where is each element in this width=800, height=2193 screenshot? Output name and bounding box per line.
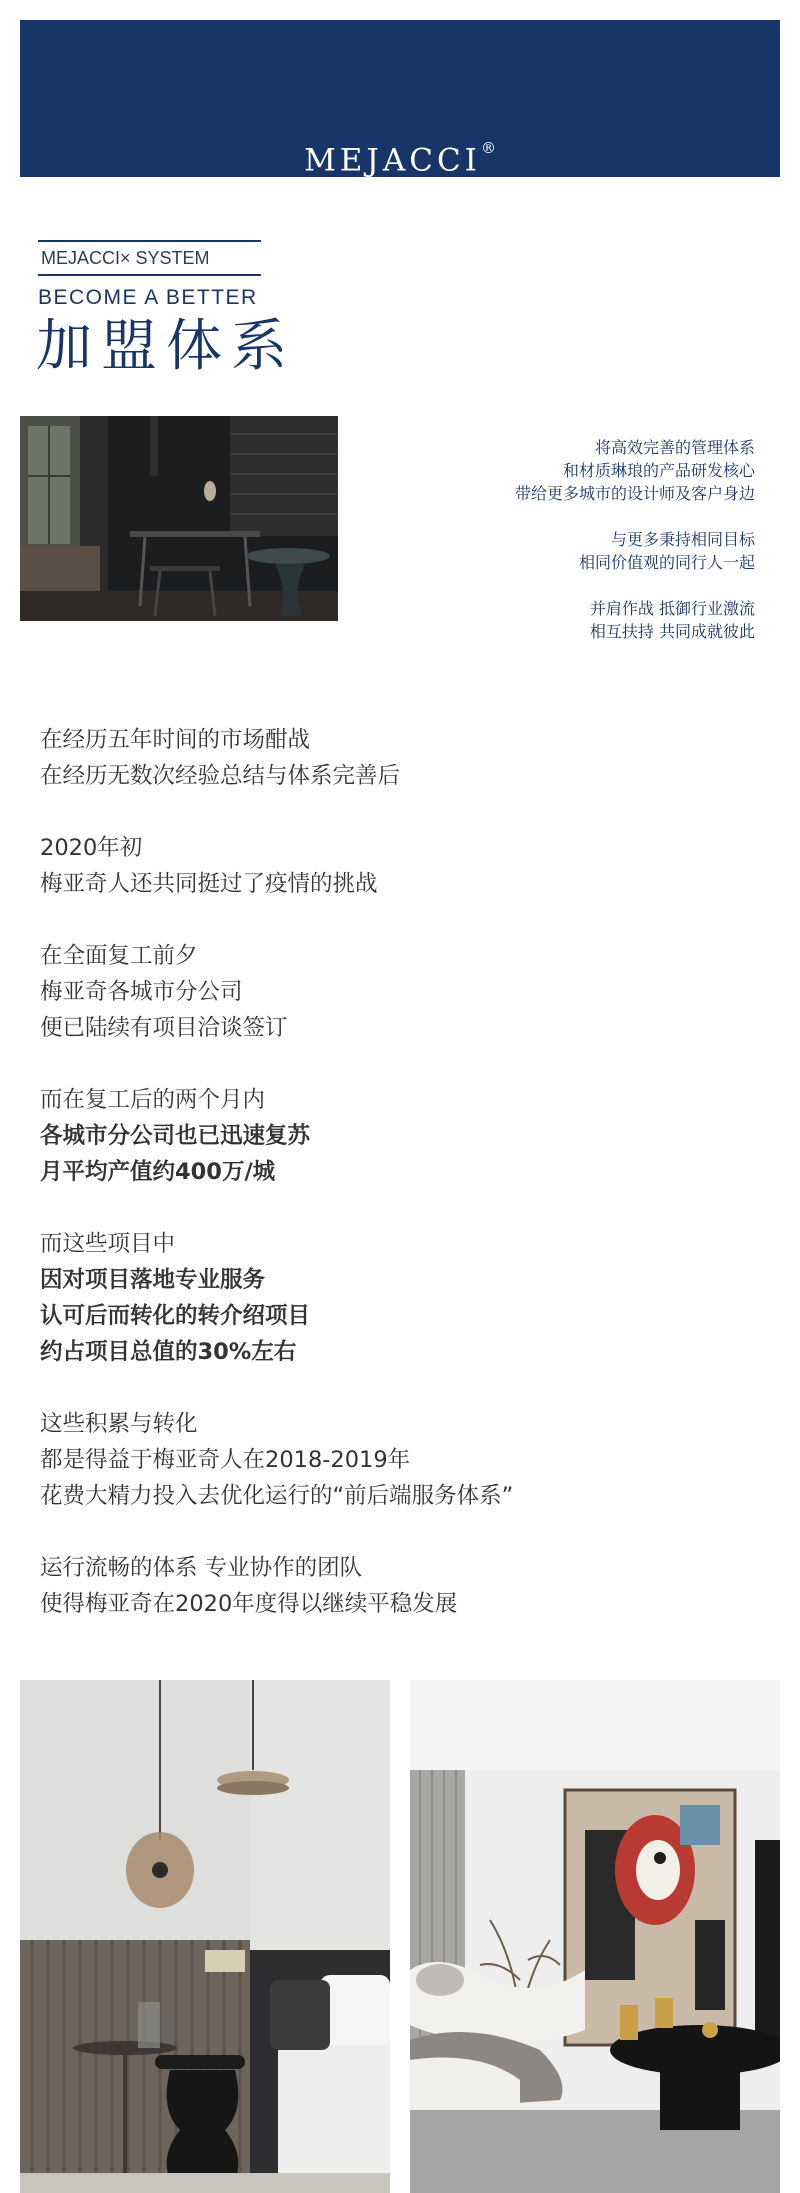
body-line-emphasis: 各城市分公司也已迅速复苏 [40,1123,311,1149]
paragraph [40,830,760,902]
body-line: 2020年初 [40,835,143,861]
body-line-emphasis: 因对项目落地专业服务 [40,1267,266,1293]
body-line: 都是得益于梅亚奇人在2018-2019年 [40,1447,411,1473]
body-line-emphasis: 约占项目总值的30%左右 [40,1339,297,1365]
body-line-emphasis: 月平均产值约400万/城 [40,1159,276,1185]
interior-photo-dark-room [20,416,338,621]
body-line: 在全面复工前夕 [40,943,198,969]
body-line: 而在复工后的两个月内 [40,1087,266,1113]
slogan-line: 相同价值观的同行人一起 [578,553,755,572]
body-line: 使得梅亚奇在2020年度得以继续平稳发展 [40,1591,458,1617]
paragraph [40,1406,760,1514]
slogan-line: 和材质琳琅的产品研发核心 [562,461,755,480]
body-line: 梅亚奇人还共同挺过了疫情的挑战 [40,871,378,897]
interior-photo-bedroom [20,1680,390,2193]
body-line: 在经历无数次经验总结与体系完善后 [40,763,401,789]
slogan-line: 与更多秉持相同目标 [610,530,755,549]
section-subtitle: BECOME A BETTER [38,286,258,309]
paragraph [40,938,760,1046]
body-line: 运行流畅的体系 专业协作的团队 [40,1555,363,1581]
header-banner [20,20,780,177]
slogan-line: 相互扶持 共同成就彼此 [589,622,755,641]
slogan-line: 并肩作战 抵御行业激流 [589,599,755,618]
slogan-group-1 [375,436,755,505]
body-line-emphasis: 认可后而转化的转介绍项目 [40,1303,311,1329]
body-line: 花费大精力投入去优化运行的“前后端服务体系” [40,1483,514,1509]
paragraph [40,1550,760,1622]
paragraph [40,1082,760,1190]
slogan-block [375,436,755,643]
slogan-line: 将高效完善的管理体系 [594,438,755,457]
slogan-group-2 [375,528,755,574]
slogan-line: 带给更多城市的设计师及客户身边 [514,484,755,503]
brand-logo [20,136,780,178]
body-line: 这些积累与转化 [40,1411,198,1437]
page-title: 加盟体系 [36,314,296,379]
brand-name: MEJACCI [304,142,481,179]
body-text [40,722,760,1658]
paragraph [40,722,760,794]
slogan-group-3 [375,597,755,643]
body-line: 在经历五年时间的市场酣战 [40,727,311,753]
registered-mark: ® [480,139,496,157]
system-tag: MEJACCI× SYSTEM [38,240,261,276]
body-line: 梅亚奇各城市分公司 [40,979,243,1005]
body-line: 便已陆续有项目洽谈签订 [40,1015,288,1041]
interior-photo-living-room [410,1680,780,2193]
paragraph [40,1226,760,1370]
body-line: 而这些项目中 [40,1231,176,1257]
